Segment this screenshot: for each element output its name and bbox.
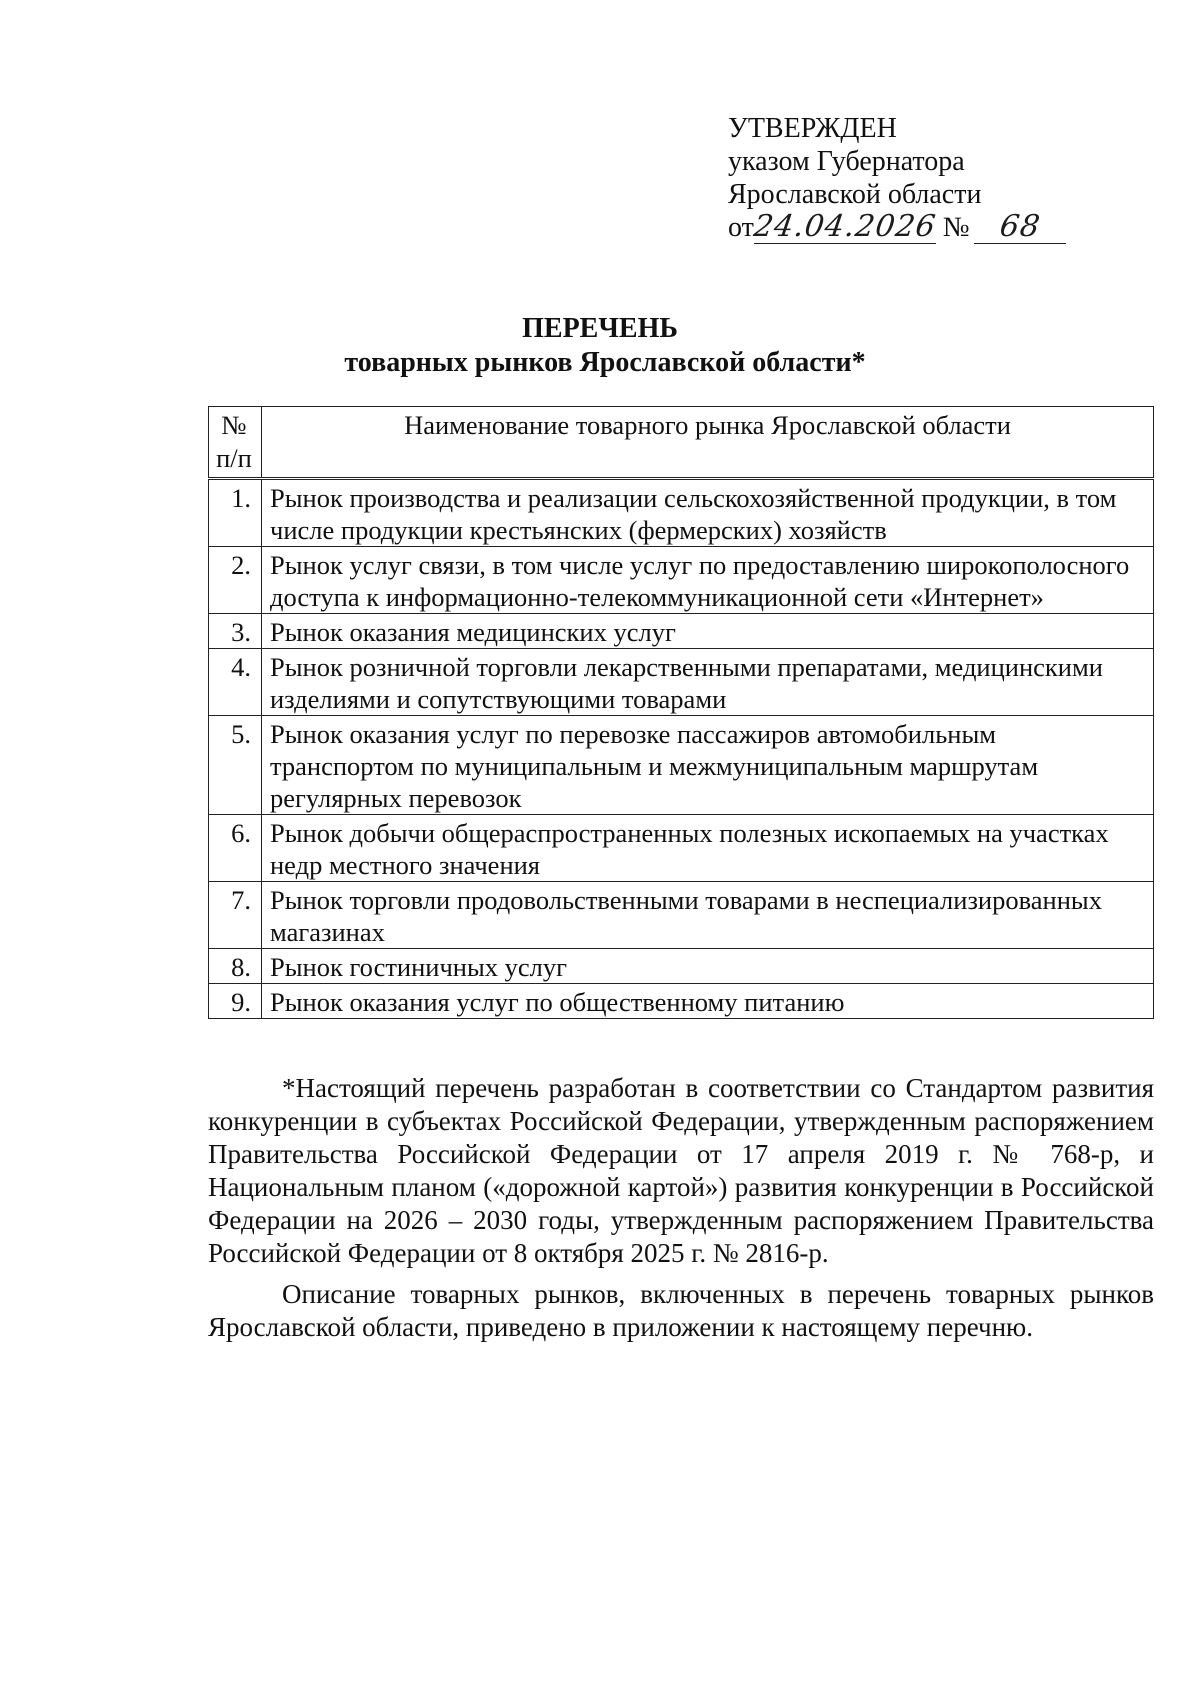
- table-row: [209, 614, 1154, 649]
- header-number-cell: [209, 407, 262, 479]
- row-market-name-cell: Рынок производства и реализации сельскохозяйственной продукции, в том числе продукции крестьянских (фермерских) хозяйств: [262, 479, 1154, 547]
- approval-heading: УТВЕРЖДЕН: [728, 113, 897, 144]
- table-row: [209, 716, 1154, 815]
- handwritten-number: 68: [997, 209, 1043, 244]
- row-number-cell: 3.: [209, 614, 262, 649]
- table-row: [209, 949, 1154, 984]
- table-body: [209, 479, 1154, 1019]
- row-market-name-cell: Рынок гостиничных услуг: [262, 949, 1154, 984]
- row-number-cell: 1.: [209, 479, 262, 547]
- table-row: [209, 815, 1154, 882]
- row-number-cell: 9.: [209, 984, 262, 1019]
- row-market-name-cell: Рынок услуг связи, в том числе услуг по предоставлению широкополосного доступа к информационно-телекоммуникационной сети «Интернет»: [262, 547, 1154, 614]
- approval-stamp: [728, 112, 1088, 251]
- table-header-row: [209, 407, 1154, 479]
- table-row: [209, 984, 1154, 1019]
- row-number-cell: 4.: [209, 649, 262, 716]
- document-title: [0, 312, 1200, 380]
- header-number-pp: п/п: [216, 443, 252, 473]
- number-blank: [974, 209, 1066, 244]
- row-market-name-cell: Рынок оказания услуг по перевозке пассажиров автомобильным транспортом по муниципальным и межмуниципальным маршрутам регулярных перевозок: [262, 716, 1154, 815]
- row-number-cell: 5.: [209, 716, 262, 815]
- table-row: [209, 882, 1154, 949]
- row-number-cell: 8.: [209, 949, 262, 984]
- header-number-sign: №: [221, 410, 247, 440]
- approval-authority: указом Губернатора: [728, 146, 965, 177]
- row-market-name-cell: Рынок розничной торговли лекарственными препаратами, медицинскими изделиями и сопутствующими товарами: [262, 649, 1154, 716]
- date-blank: [751, 209, 939, 244]
- table-row: [209, 547, 1154, 614]
- number-prefix: №: [942, 212, 970, 243]
- row-market-name-cell: Рынок оказания услуг по общественному питанию: [262, 984, 1154, 1019]
- row-market-name-cell: Рынок оказания медицинских услуг: [262, 614, 1154, 649]
- row-number-cell: 2.: [209, 547, 262, 614]
- date-prefix: от: [728, 212, 754, 243]
- table-row: [209, 649, 1154, 716]
- appendix-paragraph: Описание товарных рынков, включенных в перечень товарных рынков Ярославской области, приведено в приложении к настоящему перечню.: [208, 1279, 1154, 1342]
- row-market-name-cell: Рынок добычи общераспространенных полезных ископаемых на участках недр местного значения: [262, 815, 1154, 882]
- handwritten-date: 24.04.2026: [751, 209, 939, 244]
- row-number-cell: 7.: [209, 882, 262, 949]
- row-number-cell: 6.: [209, 815, 262, 882]
- header-name-cell: Наименование товарного рынка Ярославской области: [262, 407, 1154, 479]
- notes-section: [208, 1072, 1154, 1352]
- title-subtitle: товарных рынков Ярославской области*: [344, 347, 866, 378]
- markets-table: [208, 406, 1154, 1019]
- title-main: ПЕРЕЧЕНЬ: [522, 313, 678, 344]
- approval-date-number-line: [728, 211, 1088, 251]
- table-row: [209, 479, 1154, 547]
- row-market-name-cell: Рынок торговли продовольственными товарами в неспециализированных магазинах: [262, 882, 1154, 949]
- footnote-paragraph: *Настоящий перечень разработан в соответствии со Стандартом развития конкуренции в субъектах Российской Федерации, утвержденным распоряжением Правительства Российской Федерации от 17 апреля 2019 г. № 768-р, и Национальным планом («дорожной картой») развития конкуренции в Российской Федерации на 2026 – 2030 годы, утвержденным распоряжением Правительства Российской Федерации от 8 октября 2025 г. № 2816-р.: [208, 1073, 1154, 1268]
- approval-region: Ярославской области: [728, 179, 982, 210]
